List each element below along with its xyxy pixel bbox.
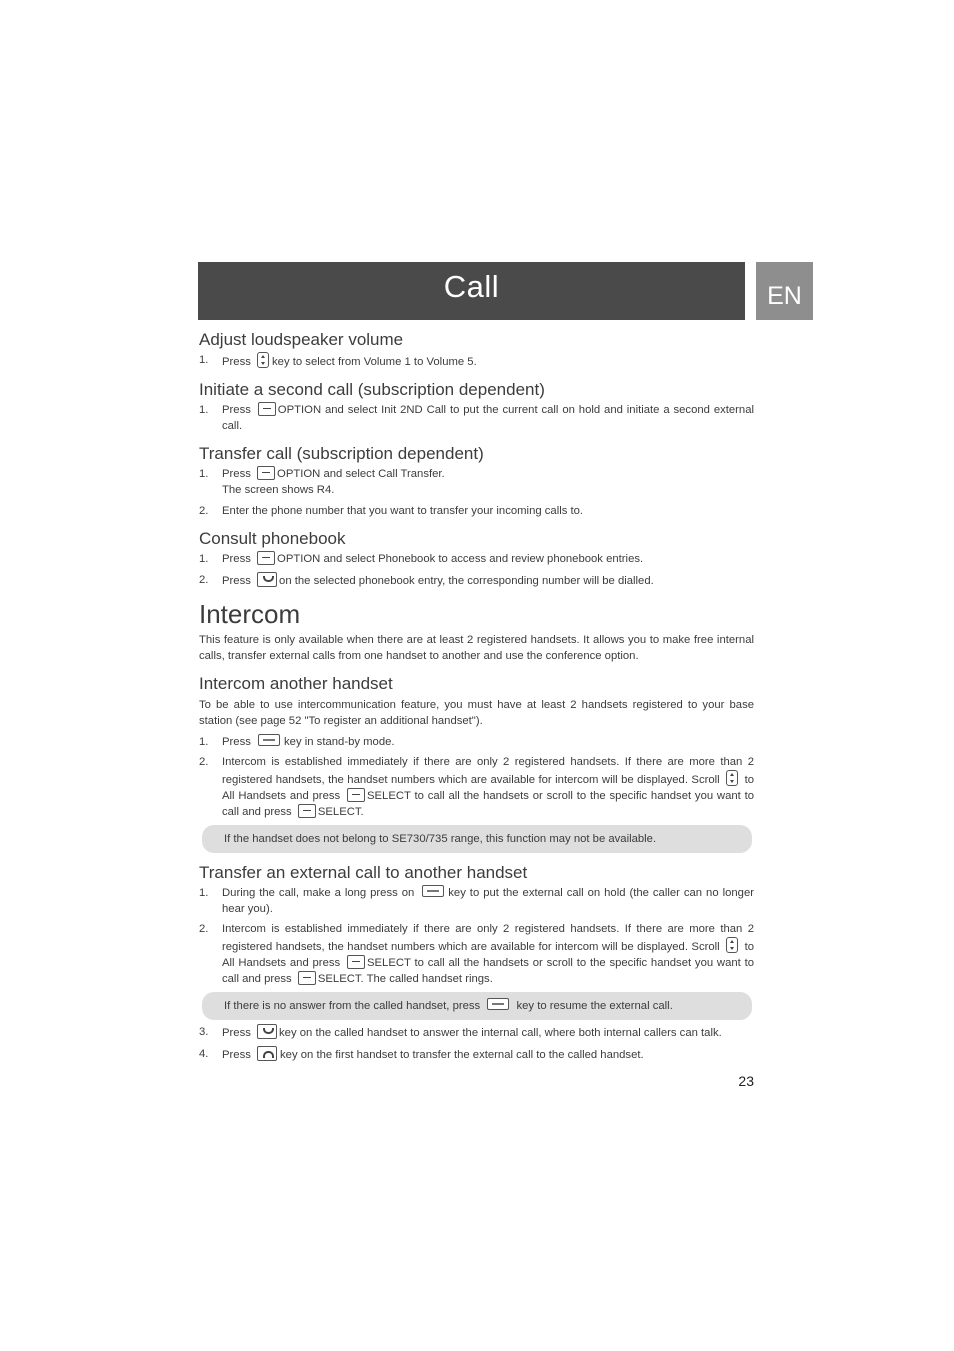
section-heading-phonebook: Consult phonebook (199, 529, 346, 548)
intercom-key-icon (487, 998, 509, 1010)
list-item: 1. During the call, make a long press on key to put the external call on hold (the caller can no longer hear you). (199, 887, 754, 915)
list-item: 4. Press key on the first handset to transfer the external call to the called handset. (199, 1048, 644, 1061)
language-code: EN (767, 282, 802, 310)
list-item: 2. Intercom is established immediately if there are only 2 registered handsets. If there are more than 2 registered handsets, the handset numbers which are available for intercom will be displayed. Scroll to All Handsets and press SELECT to call all the handsets or scroll to the specific handset you want to call and press SELECT. (199, 756, 755, 818)
list-item: 1. Press OPTION and select Phonebook to access and review phonebook entries. (199, 553, 644, 565)
list-item: 3. Press key on the called handset to answer the internal call, where both internal callers can talk. (199, 1026, 722, 1039)
left-softkey-icon (347, 788, 365, 802)
talk-key-icon (257, 572, 277, 587)
list-item: 1. Press OPTION and select Init 2ND Call to put the current call on hold and initiate a second external call. (199, 404, 755, 432)
left-softkey-icon (298, 971, 316, 985)
list-item: 1. Press OPTION and select Call Transfer. The screen shows R4. (199, 468, 445, 496)
section-heading-transfer-call: Transfer call (subscription dependent) (199, 444, 484, 463)
section-heading-loudspeaker: Adjust loudspeaker volume (199, 330, 404, 349)
note-box: If the handset does not belong to SE730/735 range, this function may not be available. (202, 825, 752, 853)
list-item: 1. Press key in stand-by mode. (199, 736, 395, 748)
chapter-header-bar (198, 262, 745, 320)
intercom-intro: This feature is only available when there are at least 2 registered handsets. It allows you to make free internal calls, transfer external calls from one handset to another and use the conference option. (199, 634, 754, 662)
page-number: 23 (738, 1073, 754, 1089)
page-content (199, 330, 754, 1063)
list-item: 2. Intercom is established immediately if there are only 2 registered handsets. If there are more than 2 registered handsets, the handset numbers which are available for intercom will be displayed. Scroll to All Handsets and press SELECT to call all the handsets or scroll to the specific handset you want to call and press SELECT. The called handset rings. (199, 923, 755, 985)
intercom-handset-intro: To be able to use intercommunication feature, you must have at least 2 handsets registered to your base station (see page 52 "To register an additional handset"). (199, 699, 754, 727)
left-softkey-icon (258, 402, 276, 416)
note-box: If there is no answer from the called handset, press key to resume the external call. (202, 992, 752, 1020)
talk-key-icon (257, 1024, 277, 1039)
end-call-key-icon (257, 1046, 277, 1061)
section-heading-intercom-handset: Intercom another handset (199, 674, 393, 693)
left-softkey-icon (257, 551, 275, 565)
intercom-key-icon (422, 885, 444, 897)
navigation-key-icon (257, 352, 269, 368)
list-item: 2. Press on the selected phonebook entry, the corresponding number will be dialled. (199, 574, 654, 587)
navigation-key-icon (726, 937, 738, 953)
left-softkey-icon (347, 955, 365, 969)
left-softkey-icon (257, 466, 275, 480)
intercom-heading: Intercom (199, 599, 301, 629)
chapter-title: Call (443, 269, 500, 304)
list-item: 2. Enter the phone number that you want to transfer your incoming calls to. (199, 505, 584, 517)
intercom-key-icon (258, 734, 280, 746)
left-softkey-icon (298, 804, 316, 818)
language-tab (756, 262, 813, 320)
list-item: 1. Press key to select from Volume 1 to Volume 5. (199, 354, 477, 368)
navigation-key-icon (726, 770, 738, 786)
section-heading-transfer-external: Transfer an external call to another handset (199, 863, 528, 882)
section-heading-second-call: Initiate a second call (subscription dependent) (199, 380, 545, 399)
